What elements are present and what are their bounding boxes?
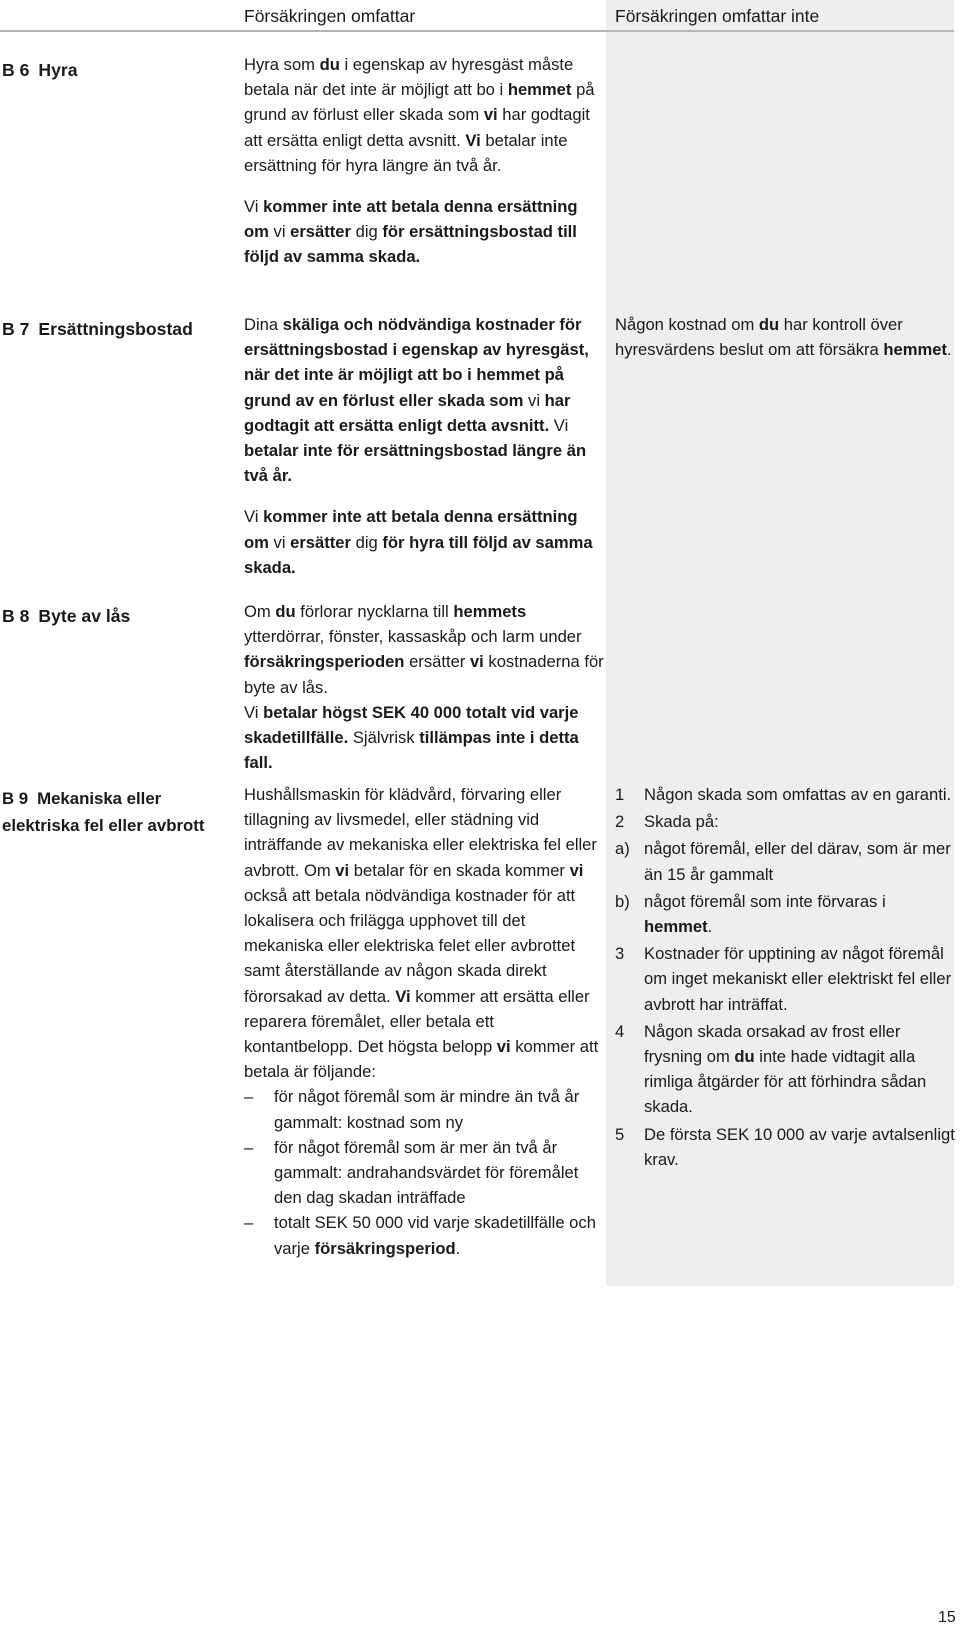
defined-term: kommer inte att betala denna ersättning om: [244, 197, 578, 242]
paragraph: Dina skäliga och nödvändiga kostnader för ersättningsbostad i egenskap av hyresgäst, när det inte är möjligt att bo i hemmet på grund av en förlust eller skada som vi har godtagit att ersätta enligt detta avsnitt. Vi betalar inte för ersättningsbostad längre än två år.: [244, 315, 589, 486]
defined-term: vi: [469, 652, 484, 672]
list-item-text: för något föremål som är mer än två år gammalt: andrahandsvärdet för föremålet den dag skadan inträffade: [274, 1137, 579, 1208]
section-name: Mekaniska eller elektriska fel eller avbrott: [2, 789, 205, 835]
defined-term: betalar högst SEK 40 000 totalt vid varje skadetillfälle.: [244, 702, 579, 748]
list-item: [615, 836, 955, 886]
section-code: B 6: [2, 60, 30, 80]
list-item: [615, 1122, 955, 1172]
defined-term: kommer inte att betala denna ersättning om: [244, 507, 578, 552]
list-item: [615, 809, 955, 834]
b7-not-covered-text: [615, 312, 955, 362]
paragraph: Vi kommer inte att betala denna ersättning om vi ersätter dig för hyra till följd av samma skada.: [244, 507, 593, 577]
b8-covered-text: [244, 599, 604, 775]
paragraph: Vi kommer inte att betala denna ersättning om vi ersätter dig för ersättningsbostad till följd av samma skada.: [244, 197, 578, 267]
list-item-text: De första SEK 10 000 av varje avtalsenligt krav.: [644, 1124, 955, 1169]
defined-term: du: [275, 602, 296, 621]
list-item-text: för något föremål som är mindre än två år gammalt: kostnad som ny: [274, 1087, 580, 1132]
list-marker: 1: [615, 785, 625, 804]
list-item: [615, 889, 955, 939]
list-item: [244, 1135, 604, 1211]
section-name: Ersättningsbostad: [38, 319, 193, 339]
list-item-text: totalt SEK 50 000 vid varje skadetillfälle och varje försäkringsperiod.: [274, 1213, 596, 1258]
header-not-covered: Försäkringen omfattar inte: [615, 6, 820, 26]
list-item: [615, 941, 955, 1017]
list-item: [244, 1210, 604, 1260]
section-name: Hyra: [38, 60, 78, 80]
b7-covered-text: [244, 312, 604, 580]
defined-term: ersätter: [285, 532, 356, 552]
list-item-text: Någon skada som omfattas av en garanti.: [644, 785, 952, 804]
list-item-text: något föremål, eller del därav, som är mer än 15 år gammalt: [644, 839, 951, 884]
paragraph: Hushållsmaskin för klädvård, förvaring eller tillagning av livsmedel, eller städning vid inträffande av mekaniska eller elektriska fel eller avbrott. Om vi betalar för en skada kommer vi också att betala nödvändiga kostnader för att lokalisera och frilägga upphovet till det mekaniska eller elektriska felet eller avbrottet samt återställande av någon skada direkt förorsakad av detta. Vi kommer att ersätta eller reparera föremålet, eller betala ett kontantbelopp. Det högsta belopp vi kommer att betala är följande:: [244, 785, 599, 1082]
defined-term: Vi: [465, 130, 481, 150]
b9-covered-text: [244, 782, 604, 1261]
dash-marker: –: [244, 1213, 254, 1233]
dash-marker: –: [244, 1087, 254, 1107]
list-item: [615, 782, 955, 807]
header-covered: Försäkringen omfattar: [244, 6, 416, 26]
section-title-b7: [2, 317, 193, 343]
defined-term: ersätter: [285, 222, 356, 242]
list-item-text: Skada på:: [644, 812, 719, 832]
defined-term: försäkringsperioden: [244, 652, 405, 672]
list-item: [244, 1084, 604, 1134]
defined-term: skäliga och nödvändiga kostnader för ersättningsbostad i egenskap av hyresgäst, när det inte är möjligt att bo i hemmet på grund av en förlust eller skada som: [244, 315, 589, 410]
b9-bullet-list: [244, 1084, 604, 1260]
defined-term: du: [734, 1047, 755, 1067]
defined-term: hemmets: [453, 602, 527, 621]
defined-term: för ersättningsbostad till följd av samma skada.: [244, 222, 577, 267]
section-code: B 7: [2, 319, 30, 339]
list-item-text: Någon skada orsakad av frost eller frysning om du inte hade vidtagit alla rimliga åtgärder för att förhindra sådan skada.: [644, 1021, 927, 1117]
list-marker: a): [615, 839, 630, 859]
header-rule: [0, 30, 954, 32]
section-title-b8: [2, 604, 130, 630]
list-marker: 2: [615, 812, 625, 832]
defined-term: vi: [496, 1037, 511, 1057]
defined-term: Vi: [395, 986, 411, 1006]
list-marker: 4: [615, 1021, 625, 1041]
page-number: 15: [938, 1609, 956, 1626]
list-item: [615, 1019, 955, 1120]
section-name: Byte av lås: [38, 606, 131, 626]
dash-marker: –: [244, 1137, 254, 1157]
defined-term: vi: [569, 860, 584, 880]
defined-term: hemmet: [507, 80, 572, 100]
list-marker: 5: [615, 1124, 625, 1144]
defined-term: vi: [483, 105, 498, 125]
defined-term: försäkringsperiod: [314, 1238, 456, 1258]
section-code: B 9: [2, 789, 29, 808]
section-code: B 8: [2, 606, 30, 626]
section-title-b6: [2, 58, 78, 84]
list-item-text: något föremål som inte förvaras i hemmet.: [644, 891, 886, 937]
defined-term: vi: [335, 860, 350, 880]
defined-term: har godtagit att ersätta enligt detta avsnitt.: [244, 390, 571, 435]
defined-term: tillämpas inte i detta fall.: [244, 728, 579, 773]
paragraph: Vi betalar högst SEK 40 000 totalt vid varje skadetillfälle. Självrisk tillämpas inte i detta fall.: [244, 702, 579, 773]
list-marker: 3: [615, 944, 625, 964]
defined-term: hemmet: [644, 917, 708, 937]
defined-term: du: [319, 55, 340, 74]
list-marker: b): [615, 891, 630, 911]
b9-not-covered-list: [615, 782, 955, 1174]
defined-term: hemmet: [883, 340, 948, 360]
defined-term: du: [758, 315, 780, 334]
b6-covered-text: [244, 52, 604, 270]
paragraph: Om du förlorar nycklarna till hemmets ytterdörrar, fönster, kassaskåp och larm under försäkringsperioden ersätter vi kostnaderna för byte av lås.: [244, 602, 604, 697]
defined-term: betalar inte för ersättningsbostad längre än två år.: [244, 441, 587, 486]
list-item-text: Kostnader för upptining av något föremål om inget mekaniskt eller elektriskt fel eller avbrott har inträffat.: [644, 944, 952, 1014]
defined-term: för hyra till följd av samma skada.: [244, 532, 593, 577]
paragraph: Hyra som du i egenskap av hyresgäst måste betala när det inte är möjligt att bo i hemmet på grund av förlust eller skada som vi har godtagit att ersätta enligt detta avsnitt. Vi betalar inte ersättning för hyra längre än två år.: [244, 55, 595, 175]
paragraph: Någon kostnad om du har kontroll över hyresvärdens beslut om att försäkra hemmet.: [615, 315, 952, 360]
section-title-b9: [2, 785, 224, 839]
